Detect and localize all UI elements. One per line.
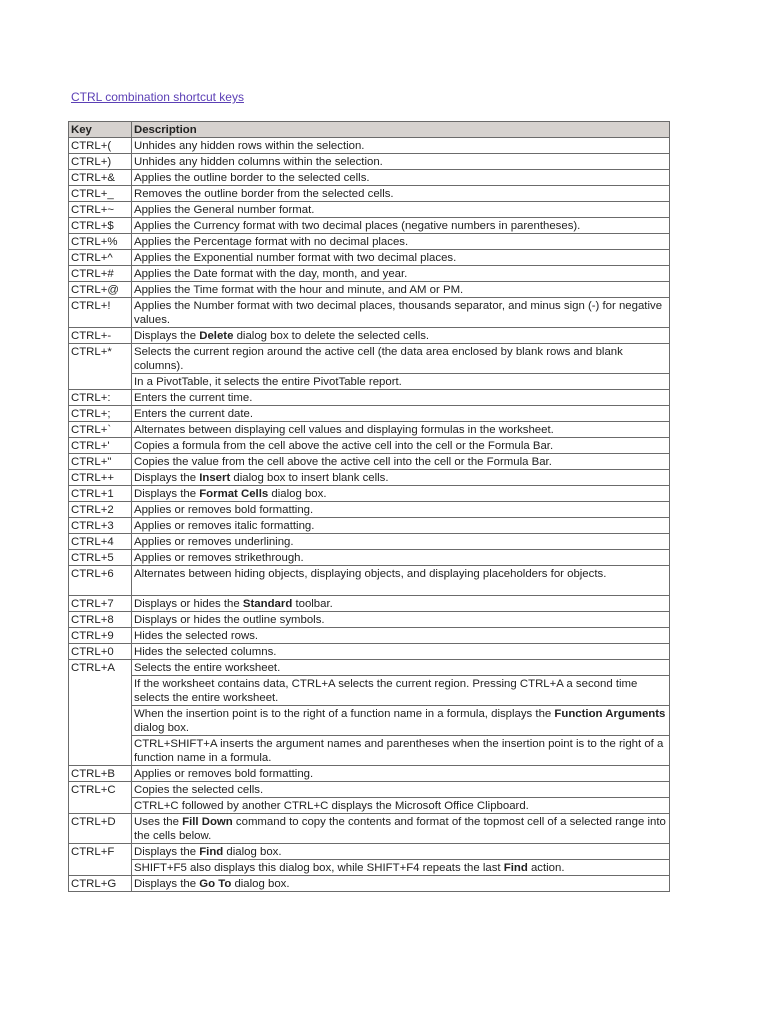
description-text: Removes the outline border from the selected cells. (134, 188, 394, 200)
shortcut-description-cell (132, 374, 670, 390)
description-text: Applies or removes italic formatting. (134, 520, 315, 532)
shortcut-description-cell (132, 736, 670, 766)
shortcut-key-cell: CTRL+; (69, 406, 132, 422)
description-text: SHIFT+F5 also displays this dialog box, while SHIFT+F4 repeats the last (134, 862, 504, 874)
description-text: When the insertion point is to the right of a function name in a formula, displays the (134, 708, 555, 720)
shortcut-description-cell (132, 298, 670, 328)
shortcut-description-cell (132, 486, 670, 502)
description-text: Enters the current time. (134, 392, 253, 404)
description-text: Applies the outline border to the selected cells. (134, 172, 370, 184)
shortcut-description-cell (132, 328, 670, 344)
shortcut-key-cell: CTRL+8 (69, 612, 132, 628)
table-row (69, 328, 670, 344)
shortcut-description-cell (132, 438, 670, 454)
description-text: Displays the (134, 878, 200, 890)
shortcut-description-cell (132, 218, 670, 234)
description-text: action. (527, 862, 565, 874)
description-text: Displays the (134, 846, 200, 858)
shortcut-key-cell: CTRL+B (69, 766, 132, 782)
table-row (69, 596, 670, 612)
shortcut-description-cell (132, 266, 670, 282)
bold-term: Format Cells (199, 488, 269, 500)
shortcut-key-cell (69, 736, 132, 766)
shortcut-description-cell (132, 844, 670, 860)
table-row (69, 154, 670, 170)
description-text: Copies the value from the cell above the active cell into the cell or the Formula Bar. (134, 456, 552, 468)
shortcut-key-cell: CTRL+@ (69, 282, 132, 298)
table-row (69, 438, 670, 454)
description-text: Displays the (134, 488, 200, 500)
description-text: Applies the Currency format with two decimal places (negative numbers in parentheses). (134, 220, 581, 232)
table-row (69, 234, 670, 250)
shortcut-key-cell: CTRL+` (69, 422, 132, 438)
shortcut-description-cell (132, 406, 670, 422)
shortcut-key-cell: CTRL+' (69, 438, 132, 454)
table-row (69, 550, 670, 566)
shortcut-key-cell: CTRL+2 (69, 502, 132, 518)
shortcut-description-cell (132, 186, 670, 202)
shortcut-key-cell: CTRL+# (69, 266, 132, 282)
shortcut-description-cell (132, 596, 670, 612)
shortcut-key-cell: CTRL+* (69, 344, 132, 374)
shortcut-description-cell (132, 798, 670, 814)
bold-term: Go To (199, 878, 232, 890)
description-text: Hides the selected columns. (134, 646, 277, 658)
shortcut-description-cell (132, 344, 670, 374)
shortcut-description-cell (132, 138, 670, 154)
description-text: dialog box. (223, 846, 282, 858)
description-text: Selects the current region around the active cell (the data area enclosed by blank rows and blank columns). (134, 346, 623, 372)
table-row (69, 298, 670, 328)
table-row (69, 282, 670, 298)
description-column-header: Description (132, 122, 670, 138)
shortcut-key-cell: CTRL+1 (69, 486, 132, 502)
table-row (69, 454, 670, 470)
shortcut-key-cell (69, 798, 132, 814)
table-row (69, 844, 670, 860)
shortcut-description-cell (132, 454, 670, 470)
description-text: dialog box to delete the selected cells. (233, 330, 430, 342)
table-header-row (69, 122, 670, 138)
shortcut-key-cell: CTRL+9 (69, 628, 132, 644)
shortcut-key-cell: CTRL+6 (69, 566, 132, 596)
shortcut-key-cell: CTRL+- (69, 328, 132, 344)
description-text: CTRL+C followed by another CTRL+C displays the Microsoft Office Clipboard. (134, 800, 529, 812)
shortcut-description-cell (132, 628, 670, 644)
description-text: In a PivotTable, it selects the entire PivotTable report. (134, 376, 402, 388)
shortcut-key-cell: CTRL+7 (69, 596, 132, 612)
shortcut-key-cell: CTRL+C (69, 782, 132, 798)
shortcut-description-cell (132, 814, 670, 844)
description-text: Displays or hides the (134, 598, 243, 610)
description-text: Applies or removes underlining. (134, 536, 294, 548)
shortcut-description-cell (132, 250, 670, 266)
description-text: Applies the General number format. (134, 204, 315, 216)
description-text: Hides the selected rows. (134, 630, 259, 642)
description-text: Copies a formula from the cell above the active cell into the cell or the Formula Bar. (134, 440, 554, 452)
table-row (69, 644, 670, 660)
description-text: dialog box. (231, 878, 290, 890)
description-text: Displays or hides the outline symbols. (134, 614, 325, 626)
description-text: Enters the current date. (134, 408, 254, 420)
shortcut-description-cell (132, 470, 670, 486)
shortcut-description-cell (132, 170, 670, 186)
shortcut-key-cell: CTRL+% (69, 234, 132, 250)
description-text: Alternates between displaying cell values and displaying formulas in the worksheet. (134, 424, 554, 436)
shortcut-key-cell: CTRL+" (69, 454, 132, 470)
description-text: command to copy the contents and format of the topmost cell of a selected range into the cells below. (134, 816, 666, 842)
description-text: Applies the Number format with two decimal places, thousands separator, and minus sign (-) for negative values. (134, 300, 663, 326)
table-row (69, 782, 670, 798)
shortcut-key-cell: CTRL+4 (69, 534, 132, 550)
description-text: Applies the Percentage format with no decimal places. (134, 236, 409, 248)
shortcut-key-cell: CTRL+~ (69, 202, 132, 218)
table-row (69, 344, 670, 374)
shortcut-description-cell (132, 282, 670, 298)
shortcut-description-cell (132, 766, 670, 782)
section-heading-link[interactable]: CTRL combination shortcut keys (71, 90, 244, 104)
table-row (69, 186, 670, 202)
description-text: Alternates between hiding objects, displaying objects, and displaying placeholders for objects. (134, 568, 607, 580)
shortcut-description-cell (132, 660, 670, 676)
shortcut-key-cell (69, 374, 132, 390)
shortcut-description-cell (132, 202, 670, 218)
description-text: Displays the (134, 472, 200, 484)
shortcut-description-cell (132, 390, 670, 406)
table-row (69, 406, 670, 422)
shortcut-key-cell: CTRL+F (69, 844, 132, 860)
bold-term: Find (199, 846, 224, 858)
bold-term: Delete (199, 330, 234, 342)
shortcut-key-cell: CTRL+& (69, 170, 132, 186)
description-text: dialog box. (268, 488, 327, 500)
shortcut-description-cell (132, 860, 670, 876)
table-row (69, 250, 670, 266)
shortcut-description-cell (132, 676, 670, 706)
table-row (69, 534, 670, 550)
bold-term: Standard (242, 598, 293, 610)
bold-term: Fill Down (182, 816, 233, 828)
shortcut-description-cell (132, 612, 670, 628)
description-text: Uses the (134, 816, 183, 828)
table-row (69, 170, 670, 186)
description-text: Displays the (134, 330, 200, 342)
description-text: Unhides any hidden rows within the selection. (134, 140, 365, 152)
table-row (69, 486, 670, 502)
shortcut-key-cell: CTRL+! (69, 298, 132, 328)
shortcut-key-cell: CTRL+$ (69, 218, 132, 234)
shortcut-description-cell (132, 550, 670, 566)
shortcut-key-cell: CTRL+) (69, 154, 132, 170)
table-row (69, 814, 670, 844)
shortcut-key-cell: CTRL+A (69, 660, 132, 676)
shortcut-key-cell (69, 860, 132, 876)
shortcut-key-cell: CTRL+: (69, 390, 132, 406)
description-text: Applies or removes strikethrough. (134, 552, 304, 564)
description-text: Applies the Exponential number format with two decimal places. (134, 252, 457, 264)
table-row (69, 706, 670, 736)
shortcut-description-cell (132, 644, 670, 660)
table-row (69, 612, 670, 628)
table-row (69, 218, 670, 234)
table-row (69, 390, 670, 406)
bold-term: Find (503, 862, 528, 874)
description-text: If the worksheet contains data, CTRL+A selects the current region. Pressing CTRL+A a second time selects the entire worksheet. (134, 678, 638, 704)
table-row (69, 860, 670, 876)
table-row (69, 876, 670, 892)
table-body (69, 138, 670, 892)
shortcut-table (68, 121, 670, 892)
bold-term: Function Arguments (554, 708, 666, 720)
description-text: Applies the Date format with the day, month, and year. (134, 268, 408, 280)
table-row (69, 202, 670, 218)
shortcut-key-cell: CTRL++ (69, 470, 132, 486)
shortcut-key-cell: CTRL+0 (69, 644, 132, 660)
table-row (69, 736, 670, 766)
shortcut-description-cell (132, 422, 670, 438)
table-row (69, 422, 670, 438)
shortcut-description-cell (132, 154, 670, 170)
table-row (69, 470, 670, 486)
table-row (69, 518, 670, 534)
shortcut-key-cell: CTRL+G (69, 876, 132, 892)
shortcut-key-cell: CTRL+^ (69, 250, 132, 266)
shortcut-description-cell (132, 518, 670, 534)
description-text: Applies or removes bold formatting. (134, 768, 314, 780)
description-text: Unhides any hidden columns within the selection. (134, 156, 383, 168)
table-row (69, 676, 670, 706)
description-text: Selects the entire worksheet. (134, 662, 281, 674)
shortcut-description-cell (132, 706, 670, 736)
table-row (69, 798, 670, 814)
shortcut-description-cell (132, 876, 670, 892)
table-row (69, 766, 670, 782)
table-row (69, 566, 670, 596)
table-row (69, 502, 670, 518)
shortcut-key-cell: CTRL+_ (69, 186, 132, 202)
shortcut-key-cell: CTRL+D (69, 814, 132, 844)
key-column-header: Key (69, 122, 132, 138)
shortcut-key-cell: CTRL+( (69, 138, 132, 154)
shortcut-key-cell: CTRL+3 (69, 518, 132, 534)
description-text: CTRL+SHIFT+A inserts the argument names and parentheses when the insertion point is to the right of a function name in a formula. (134, 738, 664, 764)
shortcut-description-cell (132, 534, 670, 550)
shortcut-description-cell (132, 782, 670, 798)
description-text: toolbar. (292, 598, 333, 610)
table-row (69, 138, 670, 154)
shortcut-key-cell (69, 676, 132, 706)
description-text: dialog box to insert blank cells. (230, 472, 389, 484)
table-row (69, 266, 670, 282)
description-text: Applies or removes bold formatting. (134, 504, 314, 516)
description-text: dialog box. (134, 722, 190, 734)
shortcut-description-cell (132, 566, 670, 596)
table-row (69, 660, 670, 676)
bold-term: Insert (199, 472, 231, 484)
table-row (69, 374, 670, 390)
shortcut-description-cell (132, 234, 670, 250)
description-text: Applies the Time format with the hour and minute, and AM or PM. (134, 284, 464, 296)
description-text: Copies the selected cells. (134, 784, 264, 796)
shortcut-key-cell: CTRL+5 (69, 550, 132, 566)
shortcut-key-cell (69, 706, 132, 736)
shortcut-description-cell (132, 502, 670, 518)
table-row (69, 628, 670, 644)
